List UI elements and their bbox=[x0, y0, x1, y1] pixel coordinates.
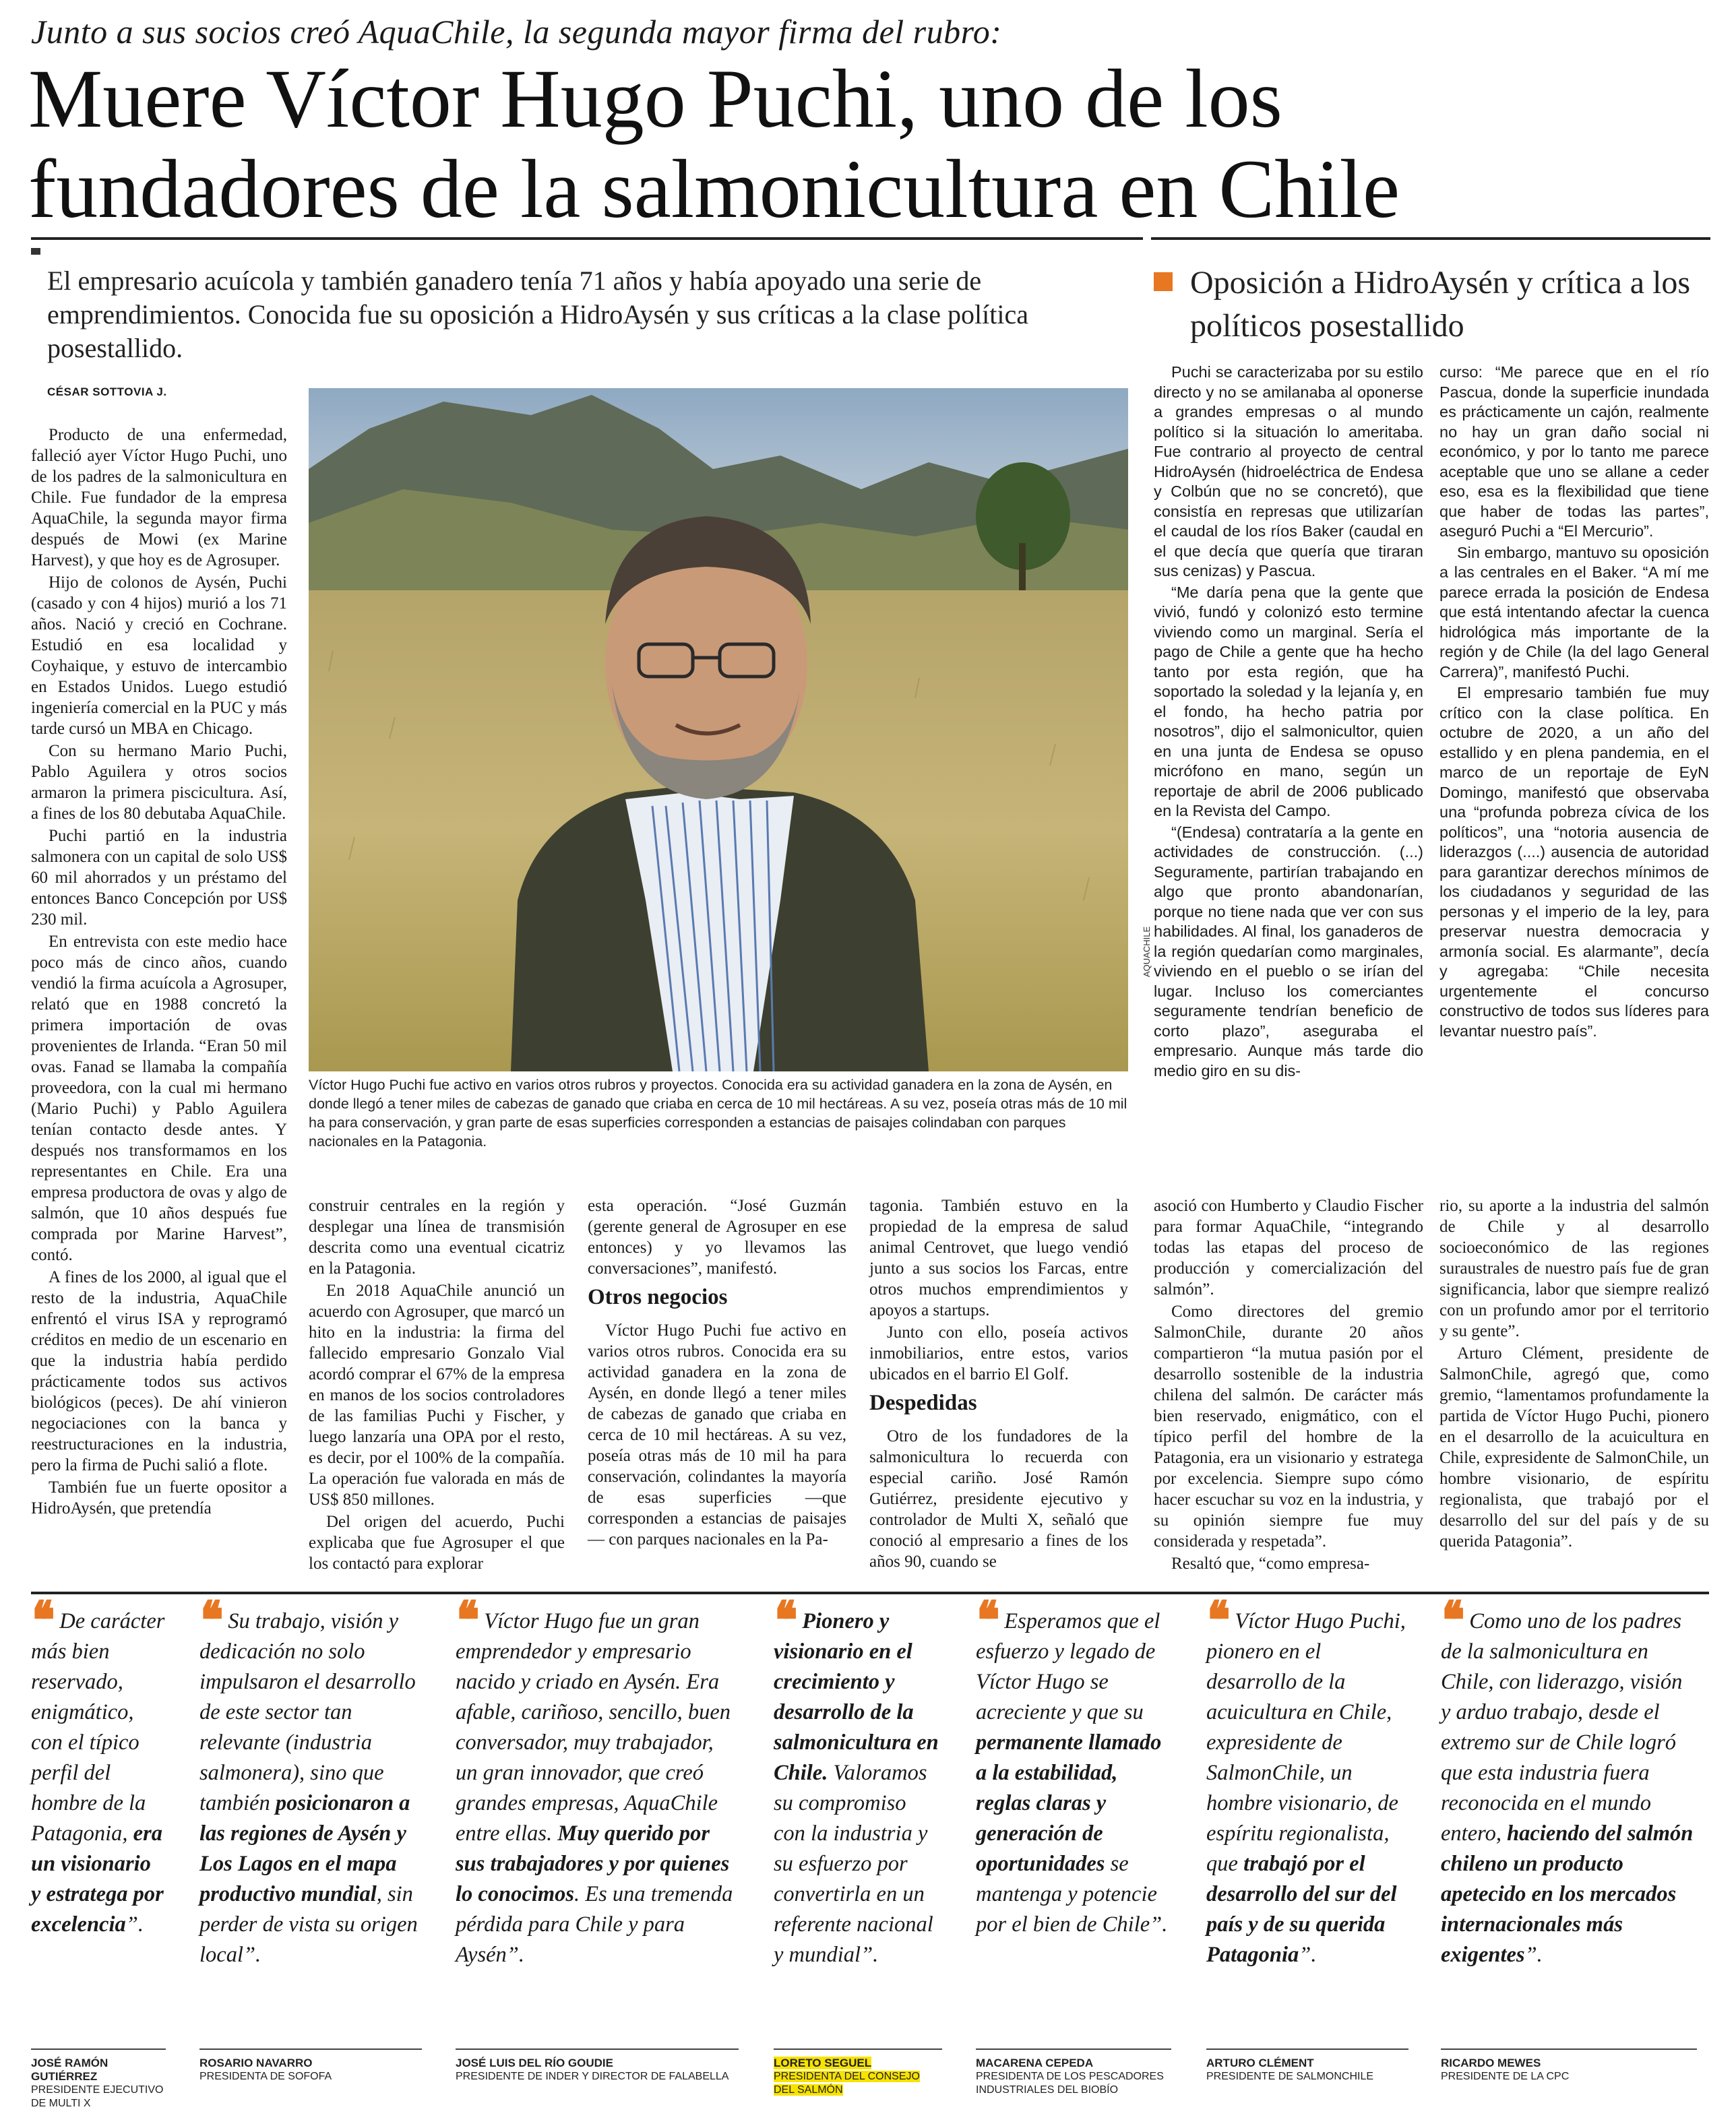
quote-author-role: PRESIDENTA DE LOS PESCADORES INDUSTRIALES DEL BIOBÍO bbox=[976, 2071, 1164, 2096]
subhead-otros-negocios: Otros negocios bbox=[588, 1285, 728, 1309]
paragraph: rio, su aporte a la industria del salmón de Chile y al desarrollo socioeconómico de las regiones suraustrales de nuestro país fue de gran significancia, labor que siempre realizó con un profundo amor por el territorio y su gente”. bbox=[1439, 1197, 1709, 1340]
paragraph: asoció con Humberto y Claudio Fischer para formar AquaChile, “integrando todas las etapas del proceso de producción y comercialización del salmón”. bbox=[1154, 1197, 1423, 1298]
paragraph: Del origen del acuerdo, Puchi explicaba que fue Agrosuper el que los contactó para explorar bbox=[309, 1513, 565, 1573]
paragraph: Con su hermano Mario Puchi, Pablo Aguilera y otros socios armaron la primera piscicultura. Así, a fines de los 80 debutaba AquaChile. bbox=[31, 742, 287, 823]
byline: CÉSAR SOTTOVIA J. bbox=[47, 385, 167, 398]
article-column-5 bbox=[1154, 1195, 1423, 1575]
quote-text: Valoramos su compromiso con la industria y su esfuerzo por convertirla en un referente nacional y mundial”. bbox=[774, 1761, 933, 1967]
article-column-2 bbox=[309, 1195, 565, 1575]
photo-credit: AQUACHILE bbox=[1142, 926, 1152, 977]
quote-text: Su trabajo, visión y dedicación no solo impulsaron el desarrollo de este sector tan relevante (industria salmonera), sino que también bbox=[199, 1609, 416, 1815]
paragraph: esta operación. “José Guzmán (gerente general de Agrosuper en ese entonces) y yo llevamos las conversaciones”, manifestó. bbox=[588, 1197, 846, 1278]
deck: El empresario acuícola y también ganadero tenía 71 años y había apoyado una serie de emprendimientos. Conocida fue su oposición a HidroAysén y sus críticas a la clase política posestallido. bbox=[47, 265, 1028, 363]
quote-author: RICARDO MEWES bbox=[1441, 2057, 1541, 2069]
headline bbox=[28, 54, 1713, 234]
quote-del-rio bbox=[456, 1590, 739, 1970]
paragraph: “Me daría pena que la gente que vivió, fundó y colonizó esto termine viviendo como un marginal. Sería el pago de Chile a gente que ha hecho tanto por esta región, que ha soportado la soledad y la lejanía y, en el fondo, ha hecho patria por nosotros”, dijo el salmonicultor, quien en una junta de Endesa se opuso micrófono en mano, según un reportaje de abril de 2006 publicado en la Revista del Campo. bbox=[1154, 583, 1423, 819]
headline-line-2: fundadores de la salmonicultura en Chile bbox=[28, 143, 1400, 235]
quote-text: , sin perder de vista su origen local”. bbox=[199, 1882, 418, 1967]
quote-text: se mantenga y potencie por el bien de Chile”. bbox=[976, 1852, 1168, 1937]
sidebar-column-b bbox=[1439, 363, 1709, 1042]
quote-seguel bbox=[774, 1590, 942, 1970]
quote-mark-icon: ❛❛ bbox=[1441, 1590, 1456, 1652]
quote-text: ”. bbox=[125, 1912, 144, 1937]
quote-emphasis: trabajó por el desarrollo del sur del país y de su querida Patagonia bbox=[1206, 1852, 1397, 1967]
quote-emphasis: Pionero y visionario en el crecimiento y desarrollo de la salmonicultura en Chile. bbox=[774, 1609, 939, 1785]
quote-mark-icon: ❛❛ bbox=[1206, 1590, 1222, 1652]
paragraph: Víctor Hugo Puchi fue activo en varios otros rubros. Conocida era su actividad ganadera en la zona de Aysén, en donde llegó a tener miles de cabezas de ganado que criaba en cerca de 10 mil hectáreas. A su vez, poseía otras más de 10 mil ha para conservación, colindantes la mayoría de esas superficies —que corresponden a estancias de paisajes— con parques nacionales en la Pa- bbox=[588, 1321, 846, 1548]
paragraph: Puchi partió en la industria salmonera con un capital de solo US$ 60 mil ahorrados y un préstamo del entonces Banco Concepción por US$ 230 mil. bbox=[31, 827, 287, 929]
signature-rule bbox=[774, 2048, 942, 2050]
paragraph: Junto con ello, poseía activos inmobiliarios, entre estos, varios ubicados en el barrio El Golf. bbox=[869, 1323, 1128, 1383]
quote-signature bbox=[199, 2057, 422, 2084]
portrait-photo bbox=[309, 388, 1128, 1071]
paragraph: El empresario también fue muy crítico con la clase política. En octubre de 2020, a un año del estallido y en plena pandemia, en el marco de un reportaje de EyN Domingo, manifestó que observaba una “profunda pobreza cívica de los políticos”, una “notoria ausencia de liderazgos (....) ausencia de autoridad para garantizar derechos mínimos de los ciudadanos y seguridad de las personas y el imperio de la ley, para preservar nuestra democracia y armonía social. Es alarmante”, decía y agregaba: “Chile necesita urgentemente el concurso constructivo de todos sus líderes para levantar nuestro país”. bbox=[1439, 684, 1709, 1040]
quote-signature bbox=[1206, 2057, 1408, 2084]
quote-emphasis: posicionaron a las regiones de Aysén y Los Lagos en el mapa productivo mundial bbox=[199, 1791, 410, 1906]
quote-author-role: PRESIDENTE DE INDER Y DIRECTOR DE FALABELLA bbox=[456, 2071, 729, 2082]
quote-mark-icon: ❛❛ bbox=[774, 1590, 789, 1652]
paragraph: Resaltó que, “como empresa- bbox=[1171, 1555, 1370, 1573]
quote-author: ROSARIO NAVARRO bbox=[199, 2057, 313, 2069]
quote-text: Víctor Hugo fue un gran emprendedor y empresario nacido y criado en Aysén. Era afable, cariñoso, sencillo, buen conversador, muy trabajador, un gran innovador, que creó grandes empresas, AquaChile entre ellas. bbox=[456, 1609, 731, 1846]
article-column-1 bbox=[31, 425, 287, 1520]
signature-rule bbox=[199, 2048, 422, 2050]
quote-text: ”. bbox=[1299, 1943, 1317, 1967]
signature-rule bbox=[1441, 2048, 1697, 2050]
orange-square-icon bbox=[1154, 272, 1173, 291]
article-column-4 bbox=[869, 1195, 1128, 1573]
paragraph: Arturo Clément, presidente de SalmonChile, agregó que, como gremio, “lamentamos profundamente la partida de Víctor Hugo Puchi, pionero en el desarrollo de la acuicultura en Chile, expresidente de SalmonChile, un hombre visionario, de espíritu regionalista, que trabajó por el desarrollo del sur del país y de su querida Patagonia”. bbox=[1439, 1344, 1709, 1551]
paragraph: “(Endesa) contrataría a la gente en actividades de construcción. (...) Seguramente, partirían trabajando en algo que pronto abandonarían, porque no tiene nada que ver con sus habilidades. Al final, los ganaderos de la región quedarían como marginales, viviendo en el pueblo o se irían del lugar. Incluso los comerciantes seguramente tendrían beneficio de corto plazo”, aseguraba el empresario. Aunque más tarde dio medio giro en su dis- bbox=[1154, 823, 1423, 1079]
photo-caption: Víctor Hugo Puchi fue activo en varios otros rubros y proyectos. Conocida era su actividad ganadera en la zona de Aysén, en donde llegó a tener miles de cabezas de ganado que criaba en cerca de 10 mil hectáreas. A su vez, poseía otras más de 10 mil ha para conservación, y gran parte de esas superficies corresponden a estancias de paisajes colindaban con parques nacionales en la Patagonia. bbox=[309, 1077, 1127, 1150]
quote-mewes bbox=[1441, 1590, 1697, 1970]
sidebar-column-a bbox=[1154, 363, 1423, 1082]
quote-text: Esperamos que el esfuerzo y legado de Víctor Hugo se acreciente y que su bbox=[976, 1609, 1160, 1724]
sidebar-title: Oposición a HidroAysén y crítica a los políticos posestallido bbox=[1190, 265, 1691, 344]
quote-signature bbox=[1441, 2057, 1697, 2084]
quote-signature bbox=[774, 2057, 942, 2097]
paragraph: construir centrales en la región y desplegar una línea de transmisión descrita como una eventual cicatriz en la Patagonia. bbox=[309, 1197, 565, 1278]
article-column-3 bbox=[588, 1195, 846, 1551]
paragraph: En entrevista con este medio hace poco más de cinco años, cuando vendió la firma acuícola a Agrosuper, relató que en 1988 concretó la primera importación de ovas provenientes de Irlanda. “Eran 50 mil ovas. Fanad se llamaba la compañía proveedora, con la cual mi hermano (Mario Puchi) y Pablo Aguilera tenían contacto desde antes. Y después nos transformamos en los representantes en Chile. Era una empresa productora de ovas y algo de salmón, que 10 años después fue comprada por Marine Harvest”, contó. bbox=[31, 933, 287, 1264]
quote-author-role: PRESIDENTE DE SALMONCHILE bbox=[1206, 2071, 1374, 2082]
quote-emphasis: Muy querido por sus trabajadores y por quienes lo conocimos bbox=[456, 1821, 730, 1906]
signature-rule bbox=[976, 2048, 1171, 2050]
article-column-6 bbox=[1439, 1195, 1709, 1553]
paragraph: Como directores del gremio SalmonChile, durante 20 años compartieron “la mutua pasión por el desarrollo sostenible de la industria chilena del salmón. De carácter más bien reservado, enigmático, con el típico perfil del hombre de la Patagonia, era un visionario y estratega por excelencia. Siempre supo cómo hacer escuchar su voz en la industria, y su opinión siempre fue muy considerada y respetada”. bbox=[1154, 1303, 1423, 1551]
quote-mark-icon: ❛❛ bbox=[199, 1590, 215, 1652]
paragraph: Otro de los fundadores de la salmonicultura lo recuerda con especial cariño. José Ramón Gutiérrez, presidente ejecutivo y controlador de Multi X, señaló que conoció al empresario a fines de los años 90, cuando se bbox=[869, 1427, 1128, 1571]
quote-author: ARTURO CLÉMENT bbox=[1206, 2057, 1314, 2069]
signature-rule bbox=[31, 2048, 166, 2050]
paragraph: Producto de una enfermedad, falleció ayer Víctor Hugo Puchi, uno de los padres de la salmonicultura en Chile. Fue fundador de la empresa AquaChile, la segunda mayor firma después de Mowi (ex Marine Harvest), y que hoy es de Agrosuper. bbox=[31, 426, 287, 569]
portrait-illustration bbox=[309, 388, 1128, 1071]
quotes-rule bbox=[31, 1592, 1709, 1594]
quote-gutierrez bbox=[31, 1590, 166, 1940]
paragraph: curso: “Me parece que en el río Pascua, donde la superficie inundada es prácticamente un cajón, realmente no hay un gran daño social ni económico, y por lo tanto me parece aceptable que uno se allane a ceder eso, esa es la flexibilidad que tiene que haber de todas las partes”, aseguró Puchi a “El Mercurio”. bbox=[1439, 363, 1709, 540]
paragraph: A fines de los 2000, al igual que el resto de la industria, AquaChile enfrentó el virus ISA y reprogramó créditos en medio de un escenario en que la industria había perdido prácticamente todos sus activos biológicos (peces). De ahí vinieron negociaciones con la banca y reestructuraciones en la industria, pero la firma de Puchi salió a flote. bbox=[31, 1268, 287, 1474]
quote-author-role: PRESIDENTA DEL CONSEJO DEL SALMÓN bbox=[774, 2071, 920, 2096]
quote-mark-icon: ❛❛ bbox=[976, 1590, 991, 1652]
quote-emphasis: haciendo del salmón chileno un producto apetecido en los mercados internacionales más exigentes bbox=[1441, 1821, 1694, 1967]
quote-text: De carácter más bien reservado, enigmático, con el típico perfil del hombre de la Patagonia, bbox=[31, 1609, 165, 1846]
quote-signature bbox=[976, 2057, 1178, 2097]
signature-rule bbox=[456, 2048, 739, 2050]
quote-author: JOSÉ RAMÓN GUTIÉRREZ bbox=[31, 2057, 108, 2083]
quote-emphasis: era un visionario y estratega por excelencia bbox=[31, 1821, 164, 1937]
signature-rule bbox=[1206, 2048, 1408, 2050]
paragraph: Sin embargo, mantuvo su oposición a las centrales en el Baker. “A mí me parece errada la posición de Endesa que está intentando afectar la cuenca hidrológica más importante de la región y de Chile (la del lago General Carrera)”, manifestó Puchi. bbox=[1439, 543, 1709, 681]
quote-text: . Es una tremenda pérdida para Chile y para Aysén”. bbox=[456, 1882, 733, 1967]
paragraph: Puchi se caracterizaba por su estilo directo y no se amilanaba al oponerse a grandes empresas o al mundo político si la situación lo ameritaba. Fue contrario al proyecto de central HidroAysén (hidroeléctrica de Endesa y Colbún que no se concretó), que consistía en represas que utilizarían el caudal de los ríos Baker (caudal en el que decía que quería que tiraran sus cenizas) y Pascua. bbox=[1154, 363, 1423, 580]
quote-author: JOSÉ LUIS DEL RÍO GOUDIE bbox=[456, 2057, 613, 2069]
kicker: Junto a sus socios creó AquaChile, la segunda mayor firma del rubro: bbox=[31, 13, 1002, 51]
quote-mark-icon: ❛❛ bbox=[31, 1590, 46, 1652]
quote-author-role: PRESIDENTE DE LA CPC bbox=[1441, 2071, 1570, 2082]
quote-author-role: PRESIDENTE EJECUTIVO DE MULTI X bbox=[31, 2084, 164, 2109]
quote-clement bbox=[1206, 1590, 1408, 1970]
quote-signature bbox=[31, 2057, 166, 2110]
quote-mark-icon: ❛❛ bbox=[456, 1590, 471, 1652]
subhead-despedidas: Despedidas bbox=[869, 1391, 977, 1415]
header-rule bbox=[31, 237, 1143, 240]
quote-cepeda bbox=[976, 1590, 1171, 1940]
quote-author: MACARENA CEPEDA bbox=[976, 2057, 1094, 2069]
paragraph: tagonia. También estuvo en la propiedad de la empresa de salud animal Centrovet, que luego vendió junto a sus socios los Farcas, entre otros muchos emprendimientos y apoyos a startups. bbox=[869, 1197, 1128, 1319]
quote-text: Como uno de los padres de la salmonicultura en Chile, con liderazgo, visión y arduo trabajo, desde el extremo sur de Chile logró que esta industria fuera reconocida en el mundo entero, bbox=[1441, 1609, 1683, 1846]
headline-line-1: Muere Víctor Hugo Puchi, uno de los bbox=[28, 53, 1282, 145]
quote-author-role: PRESIDENTA DE SOFOFA bbox=[199, 2071, 332, 2082]
quote-emphasis: permanente llamado a la estabilidad, reglas claras y generación de oportunidades bbox=[976, 1730, 1162, 1876]
quote-navarro bbox=[199, 1590, 422, 1970]
sidebar-rule bbox=[1151, 237, 1710, 240]
quote-signature bbox=[456, 2057, 739, 2084]
paragraph: También fue un fuerte opositor a HidroAysén, que pretendía bbox=[31, 1478, 287, 1517]
quote-author: LORETO SEGUEL bbox=[774, 2057, 872, 2069]
paragraph: Hijo de colonos de Aysén, Puchi (casado y con 4 hijos) murió a los 71 años. Nació y creció en Cochrane. Estudió en esa localidad y Coyhaique, y estuvo de intercambio en Estados Unidos. Luego estudió ingeniería comercial en la PUC y más tarde cursó un MBA en Chicago. bbox=[31, 573, 287, 738]
paragraph: En 2018 AquaChile anunció un acuerdo con Agrosuper, que marcó un hito en la industria: la firma del fallecido empresario Gonzalo Vial acordó comprar el 67% de la empresa en manos de los socios controladores de las familias Puchi y Fischer, y luego lanzaría una OPA por el resto, es decir, por el 100% de la compañía. La operación fue valorada en más de US$ 850 millones. bbox=[309, 1282, 565, 1509]
quote-text: Víctor Hugo Puchi, pionero en el desarrollo de la acuicultura en Chile, expresidente de SalmonChile, un hombre visionario, de espíritu regionalista, que bbox=[1206, 1609, 1406, 1876]
quote-text: ”. bbox=[1524, 1943, 1543, 1967]
deck-marker bbox=[31, 248, 40, 255]
